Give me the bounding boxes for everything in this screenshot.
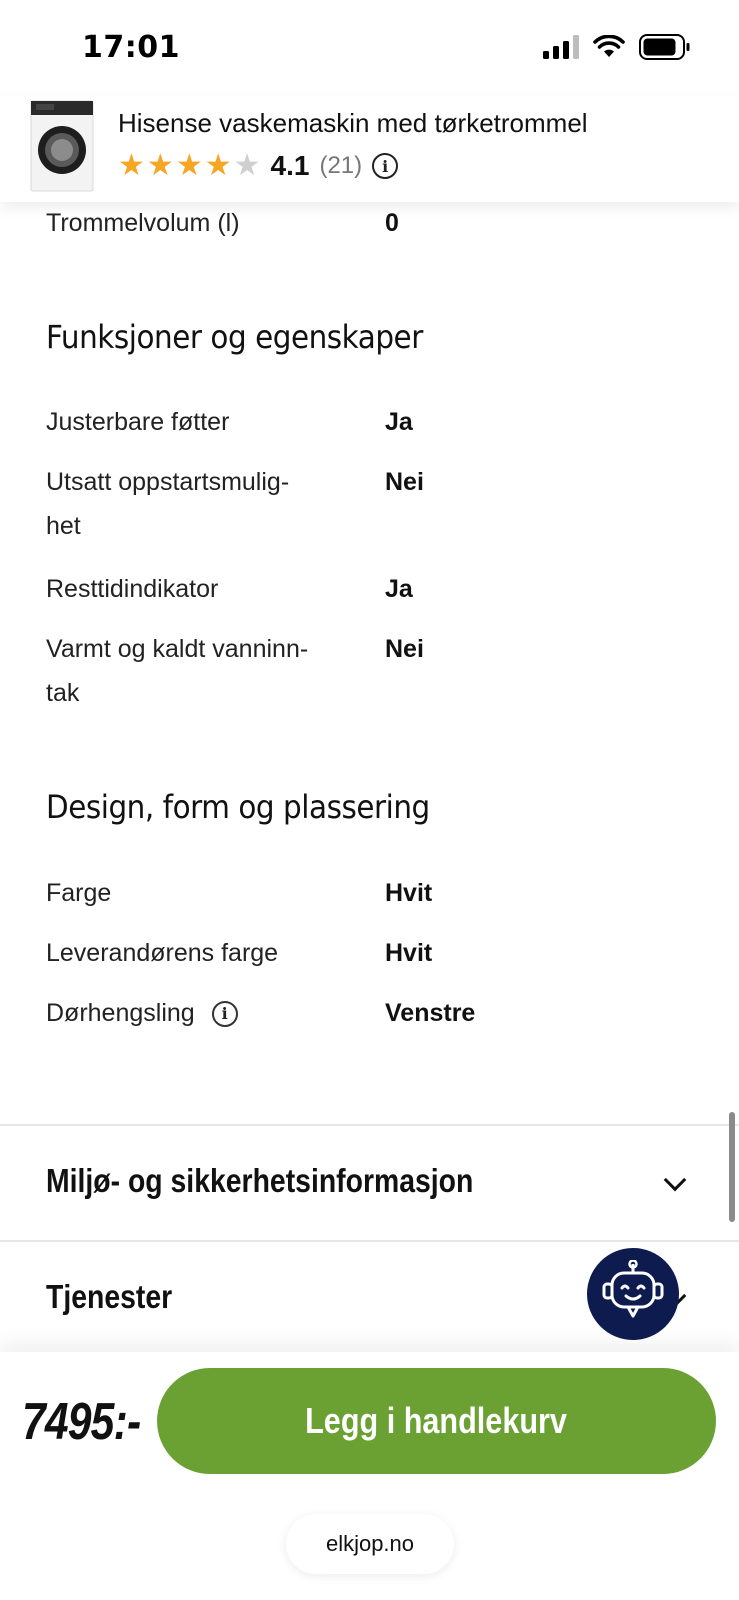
spec-value: 0: [385, 209, 399, 237]
spec-label: [46, 627, 346, 715]
star-filled-icon: ★: [204, 149, 232, 182]
accordion-title: Miljø- og sikkerhetsinformasjon: [46, 1162, 474, 1199]
spec-value: Ja: [385, 575, 413, 603]
spec-value: Venstre: [385, 999, 476, 1027]
spec-label: Trommelvolum (l): [46, 209, 240, 237]
robot-icon: [598, 1260, 668, 1329]
spec-label: Justerbare føtter: [46, 408, 230, 436]
rating-count: (21): [319, 152, 363, 179]
chevron-down-icon: [664, 1169, 687, 1192]
scrollbar[interactable]: [729, 1112, 735, 1222]
bottom-purchase-bar: [0, 1352, 739, 1600]
spec-label-text: Dørhengsling: [46, 999, 195, 1027]
star-filled-icon: ★: [175, 149, 203, 182]
chatbot-button[interactable]: [587, 1248, 679, 1340]
product-title: Hisense vaskemaskin med tørketrommel: [118, 108, 588, 138]
spec-label-line: Varmt og kaldt vanninn-: [46, 635, 309, 663]
section-heading-design: Design, form og plassering: [46, 788, 430, 826]
spec-label: [46, 460, 346, 548]
accordion-title: Tjenester: [46, 1278, 173, 1315]
spec-label: [46, 991, 346, 1035]
cellular-signal-icon: [543, 35, 579, 64]
spec-label-line: Utsatt oppstartsmulig-: [46, 468, 290, 496]
section-heading-funksjoner: Funksjoner og egenskaper: [46, 318, 423, 356]
spec-value: Ja: [385, 408, 413, 436]
spec-label: Leverandørens farge: [46, 939, 279, 967]
spec-value: Hvit: [385, 879, 433, 907]
status-icons: [543, 34, 691, 65]
star-empty-icon: ★: [233, 149, 261, 182]
spec-label-line: het: [46, 512, 81, 540]
product-thumbnail[interactable]: [30, 100, 94, 192]
door-hinge-info-icon[interactable]: i: [212, 1001, 238, 1027]
add-to-cart-button[interactable]: [157, 1368, 716, 1474]
rating-stars: [118, 151, 261, 181]
spec-label: Farge: [46, 879, 112, 907]
star-filled-icon: ★: [118, 149, 145, 182]
rating-score: 4.1: [270, 150, 310, 181]
spec-value: Hvit: [385, 939, 433, 967]
spec-value: Nei: [385, 468, 424, 496]
spec-label-line: tak: [46, 679, 80, 707]
star-filled-icon: ★: [146, 149, 174, 182]
accordion-miljo[interactable]: [0, 1124, 739, 1239]
spec-label: Resttidindikator: [46, 575, 219, 603]
browser-url-pill[interactable]: elkjop.no: [286, 1514, 454, 1574]
wifi-icon: [593, 35, 625, 64]
rating-info-icon[interactable]: i: [372, 153, 398, 179]
status-time: 17:01: [82, 30, 180, 65]
battery-icon: [639, 34, 691, 65]
product-rating[interactable]: [118, 150, 398, 182]
status-bar: [0, 0, 739, 96]
sticky-product-header: [0, 96, 739, 202]
product-price: 7495:-: [22, 1393, 141, 1451]
spec-value: Nei: [385, 635, 424, 663]
add-to-cart-label: Legg i handlekurv: [305, 1400, 568, 1441]
